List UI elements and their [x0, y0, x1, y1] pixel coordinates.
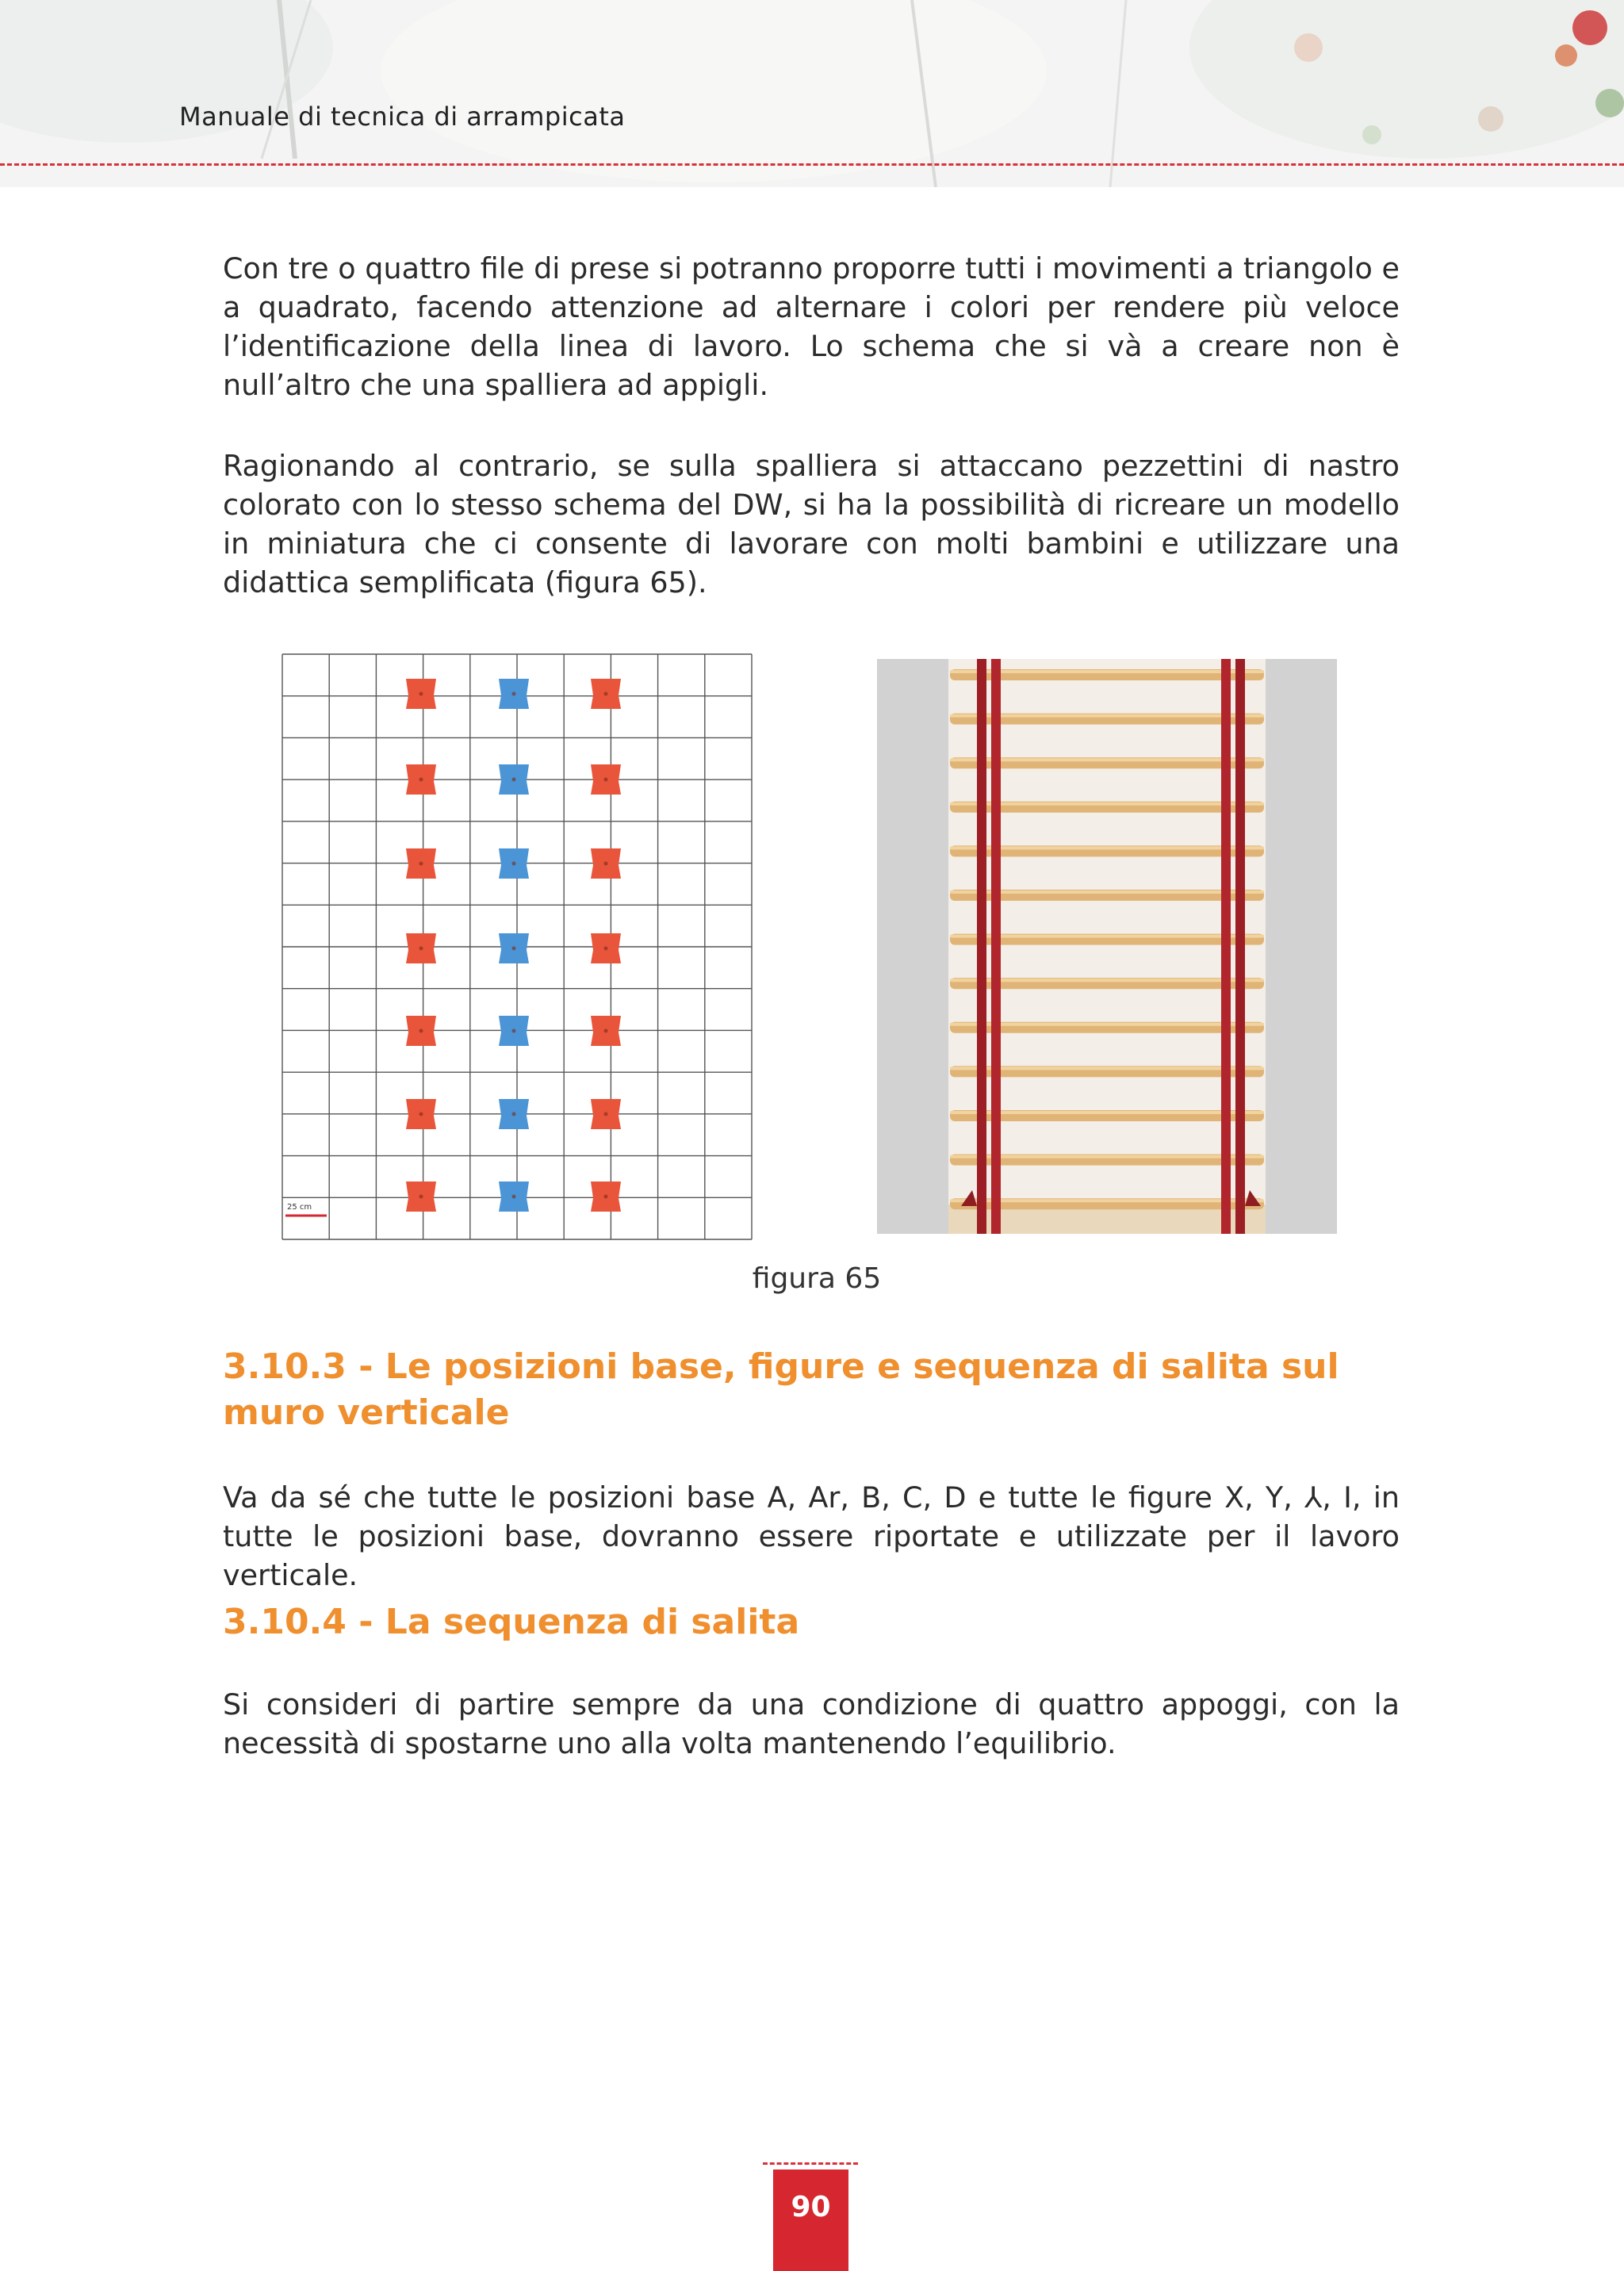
figure-caption: figura 65: [752, 1262, 882, 1295]
hold-bolt: [512, 1195, 516, 1199]
hold-bolt: [419, 1029, 423, 1033]
header-background-decoration: [0, 0, 1624, 187]
scale-label: 25 cm: [287, 1203, 312, 1212]
right-rail-inner: [1221, 659, 1231, 1234]
hold-bolt: [419, 778, 423, 782]
paragraph-1: Con tre o quattro file di prese si potranno proporre tutti i movimenti a triangolo e a quadrato, facendo attenzione ad alternare i colori per rendere più veloce l’identificazione della linea di lavoro. Lo schema che si và a creare non è null’altro che una spalliera ad appigli.: [223, 251, 1400, 402]
hold-bolt: [419, 947, 423, 951]
section-heading-3-10-3: 3.10.3 - Le posizioni base, figure e sequenza di salita sul muro verticale: [223, 1346, 1339, 1433]
hold-bolt: [512, 1113, 516, 1116]
hold-bolt: [419, 862, 423, 866]
hold-bolt: [512, 778, 516, 782]
hold-bolt: [604, 692, 608, 696]
hold-bolt: [512, 947, 516, 951]
hold-bolt: [604, 947, 608, 951]
wall-bars-figure: [877, 659, 1337, 1234]
header-title: Manuale di tecnica di arrampicata: [179, 101, 626, 132]
left-rail-inner: [991, 659, 1001, 1234]
paragraph-2: Ragionando al contrario, se sulla spalliera si attaccano pezzettini di nastro colorato con lo stesso schema del DW, si ha la possibilità di ricreare un modello in miniatura che ci consente di lavorare con molti bambini e utilizzare una didattica semplificata (figura 65).: [223, 449, 1400, 599]
climbing-wall-grid-figure: [278, 653, 756, 1241]
page-number: 90: [791, 2191, 831, 2223]
hold-bolt: [512, 692, 516, 696]
hold-bolt: [604, 862, 608, 866]
hold-bolt: [604, 778, 608, 782]
hold-bolt: [512, 862, 516, 866]
section-heading-3-10-4: 3.10.4 - La sequenza di salita: [223, 1602, 800, 1642]
hold-bolt: [419, 692, 423, 696]
header-dashed-divider: [0, 163, 1624, 166]
paragraph-3: Va da sé che tutte le posizioni base A, Ar, B, C, D e tutte le figure X, Y, ⅄, I, in tutte le posizioni base, dovranno essere riportate e utilizzate per il lavoro verticale.: [223, 1480, 1400, 1592]
hold-bolt: [419, 1113, 423, 1116]
left-rail-outer: [977, 659, 986, 1234]
hold-bolt: [604, 1195, 608, 1199]
hold-bolt: [604, 1113, 608, 1116]
page-number-box: [773, 2170, 848, 2271]
hold-bolt: [604, 1029, 608, 1033]
page-header: [0, 0, 1624, 187]
right-rail-outer: [1235, 659, 1245, 1234]
footer-dashed-divider: [763, 2162, 858, 2165]
hold-bolt: [419, 1195, 423, 1199]
hold-bolt: [512, 1029, 516, 1033]
holds-group: [406, 679, 621, 1212]
paragraph-4: Si consideri di partire sempre da una condizione di quattro appoggi, con la necessità di spostarne uno alla volta mantenendo l’equilibrio.: [223, 1687, 1400, 1760]
